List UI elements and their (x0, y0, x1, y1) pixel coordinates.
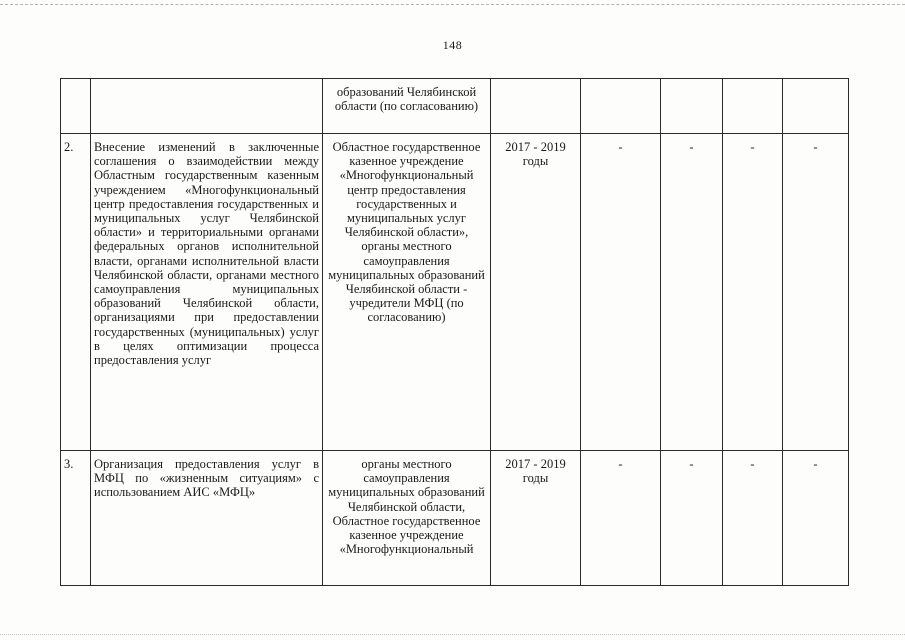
value-cell: - (581, 451, 661, 586)
executor-cell: Областное государственное казенное учреждение «Многофункциональный центр предоставления государственных и муниципальных услуг Челябинской области», органы местного самоуправления муниципальных образований Челябинской области - учредители МФЦ (по согласованию) (323, 134, 491, 451)
value-cell (661, 79, 723, 134)
row-number (61, 79, 91, 134)
value-cell (581, 79, 661, 134)
measure-name: Внесение изменений в заключенные соглашения о взаимодействии между Областным государственным казенным учреждением «Многофункциональный центр предоставления государственных и муниципальных услуг Челябинской области» и территориальными органами федеральных органов исполнительной власти, органами исполнительной власти Челябинской области, органами местного самоуправления муниципальных образований Челябинской области, организациями при предоставлении государственных (муниципальных) услуг в целях оптимизации процесса предоставления услуг (91, 134, 323, 451)
value-cell: - (661, 134, 723, 451)
page-number: 148 (442, 38, 463, 52)
term-cell: 2017 - 2019 годы (491, 134, 581, 451)
table-row (61, 79, 849, 134)
measures-table (60, 78, 849, 586)
table-row (61, 451, 849, 586)
value-cell (723, 79, 783, 134)
term-cell: 2017 - 2019 годы (491, 451, 581, 586)
measure-name: Организация предоставления услуг в МФЦ по «жизненным ситуациям» с использованием АИС «МФЦ» (91, 451, 323, 586)
value-cell: - (581, 134, 661, 451)
value-cell: - (723, 134, 783, 451)
value-cell: - (723, 451, 783, 586)
row-number: 2. (61, 134, 91, 451)
row-number: 3. (61, 451, 91, 586)
value-cell (783, 79, 849, 134)
value-cell: - (783, 134, 849, 451)
executor-cell: органы местного самоуправления муниципальных образований Челябинской области, Областное государственное казенное учреждение «Многофункциональный (323, 451, 491, 586)
value-cell: - (783, 451, 849, 586)
scan-bottom-edge (0, 634, 905, 635)
term-cell (491, 79, 581, 134)
table-row (61, 134, 849, 451)
measure-name (91, 79, 323, 134)
executor-cell: образований Челябинской области (по согласованию) (323, 79, 491, 134)
scan-top-edge (0, 4, 905, 5)
value-cell: - (661, 451, 723, 586)
